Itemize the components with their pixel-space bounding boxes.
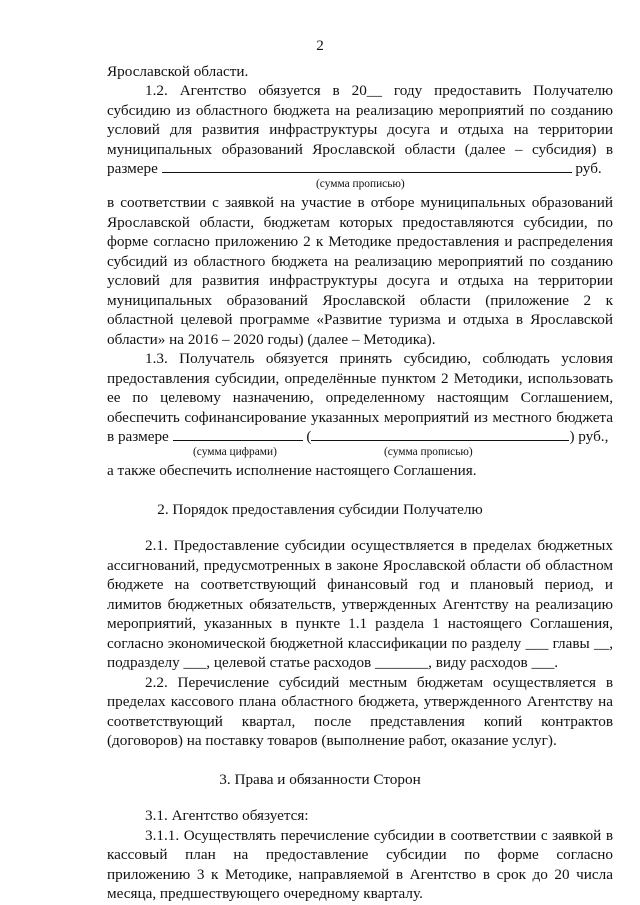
page-number: 2 [316,37,324,54]
p21-line-5: мероприятий, указанных в пункте 1.1 раздела 1 настоящего Соглашения, [107,615,613,632]
p311-line-2: кассовый план на предоставление субсидии по форме согласно [107,846,613,863]
p13-amount-line [107,427,613,447]
p21-line-6: согласно экономической бюджетной классификации по разделу ___ главы __, [107,635,613,652]
p13-last-line: а также обеспечить исполнение настоящего Соглашения. [107,462,477,479]
section-2-title: 2. Порядок предоставления субсидии Получателю [157,501,483,518]
p12-amount-suffix: руб. [575,160,602,177]
p22-last-line: (договоров) на поставку товаров (выполнение работ, оказание услуг). [107,732,557,749]
p12-amount-caption: (сумма прописью) [316,178,405,190]
p12-last-line: области» на 2016 – 2020 годы) (далее – Методика). [107,331,436,348]
p22-line-3: соответствующий квартал, после представления копий контрактов [107,713,613,730]
p13-caption-digits: (сумма цифрами) [193,446,277,458]
p13-caption-words: (сумма прописью) [384,446,473,458]
p13-amount-suffix: ) руб., [569,428,609,445]
p12-cont-line-3: форме согласно приложению 2 к Методике предоставления и распределения [107,233,613,250]
p12-line-4: муниципальных образований Ярославской области (далее – субсидия) в [107,141,613,158]
p21-line-1: 2.1. Предоставление субсидии осуществляется в пределах бюджетных [145,537,613,554]
p13-amount-words-blank [311,427,569,441]
p12-cont-line-1: в соответствии с заявкой на участие в отборе муниципальных образований [107,194,613,211]
p311-line-1: 3.1.1. Осуществлять перечисление субсидии в соответствии с заявкой в [145,827,613,844]
p12-line-3: условий для развития инфраструктуры досуга и отдыха на территории [107,121,613,138]
p13-amount-prefix: в размере [107,428,169,445]
section-3-title: 3. Права и обязанности Сторон [219,771,421,788]
p13-amount-digits-blank [173,427,303,441]
p13-line-2: предоставления субсидии, определённые пунктом 2 Методики, использовать [107,370,613,387]
p22-line-1: 2.2. Перечисление субсидий местным бюджетам осуществляется в [145,674,613,691]
p12-amount-prefix: размере [107,160,158,177]
p12-cont-line-2: Ярославской области, бюджетам которых предоставляются субсидии, по [107,214,613,231]
p21-line-4: лимитов бюджетных обязательств, утвержденных Агентству на реализацию [107,596,613,613]
p12-amount-blank [162,159,572,173]
p311-line-3: приложению 3 к Методике, направляемой в Агентство в срок до 20 числа [107,866,613,883]
p22-line-2: пределах кассового плана областного бюджета, утвержденного Агентству на [107,693,613,710]
p21-line-3: бюджете на соответствующий финансовый год и плановый период, и [107,576,613,593]
p21-line-2: ассигнований, предусмотренных в законе Ярославской области об областном [107,557,613,574]
p13-open-paren: ( [306,428,312,445]
p12-line-2: субсидию из областного бюджета на реализацию мероприятий по созданию [107,102,613,119]
p12-line-1: 1.2. Агентство обязуется в 20__ году предоставить Получателю [145,82,613,99]
p13-line-3: ее по целевому назначению, определенному настоящим Соглашением, [107,389,613,406]
p12-cont-line-4: субсидий из областного бюджета на реализацию мероприятий по созданию [107,253,613,270]
p13-line-1: 1.3. Получатель обязуется принять субсидию, соблюдать условия [145,350,613,367]
p12-amount-line [107,159,613,179]
p12-cont-line-6: муниципальных образований Ярославской области (приложение 2 к [107,292,613,309]
intro-line: Ярославской области. [107,63,249,80]
p31-line: 3.1. Агентство обязуется: [145,807,309,824]
p12-cont-line-7: областной целевой программе «Развитие туризма и отдыха в Ярославской [107,311,613,328]
p21-last-line: подразделу ___, целевой статье расходов _______, виду расходов ___. [107,654,559,671]
p12-cont-line-5: условий для развития инфраструктуры досуга и отдыха на территории [107,272,613,289]
p13-line-4: обеспечить софинансирование указанных мероприятий из местного бюджета [107,409,613,426]
p311-last-line: месяца, предшествующего очередному кварталу. [107,885,423,902]
